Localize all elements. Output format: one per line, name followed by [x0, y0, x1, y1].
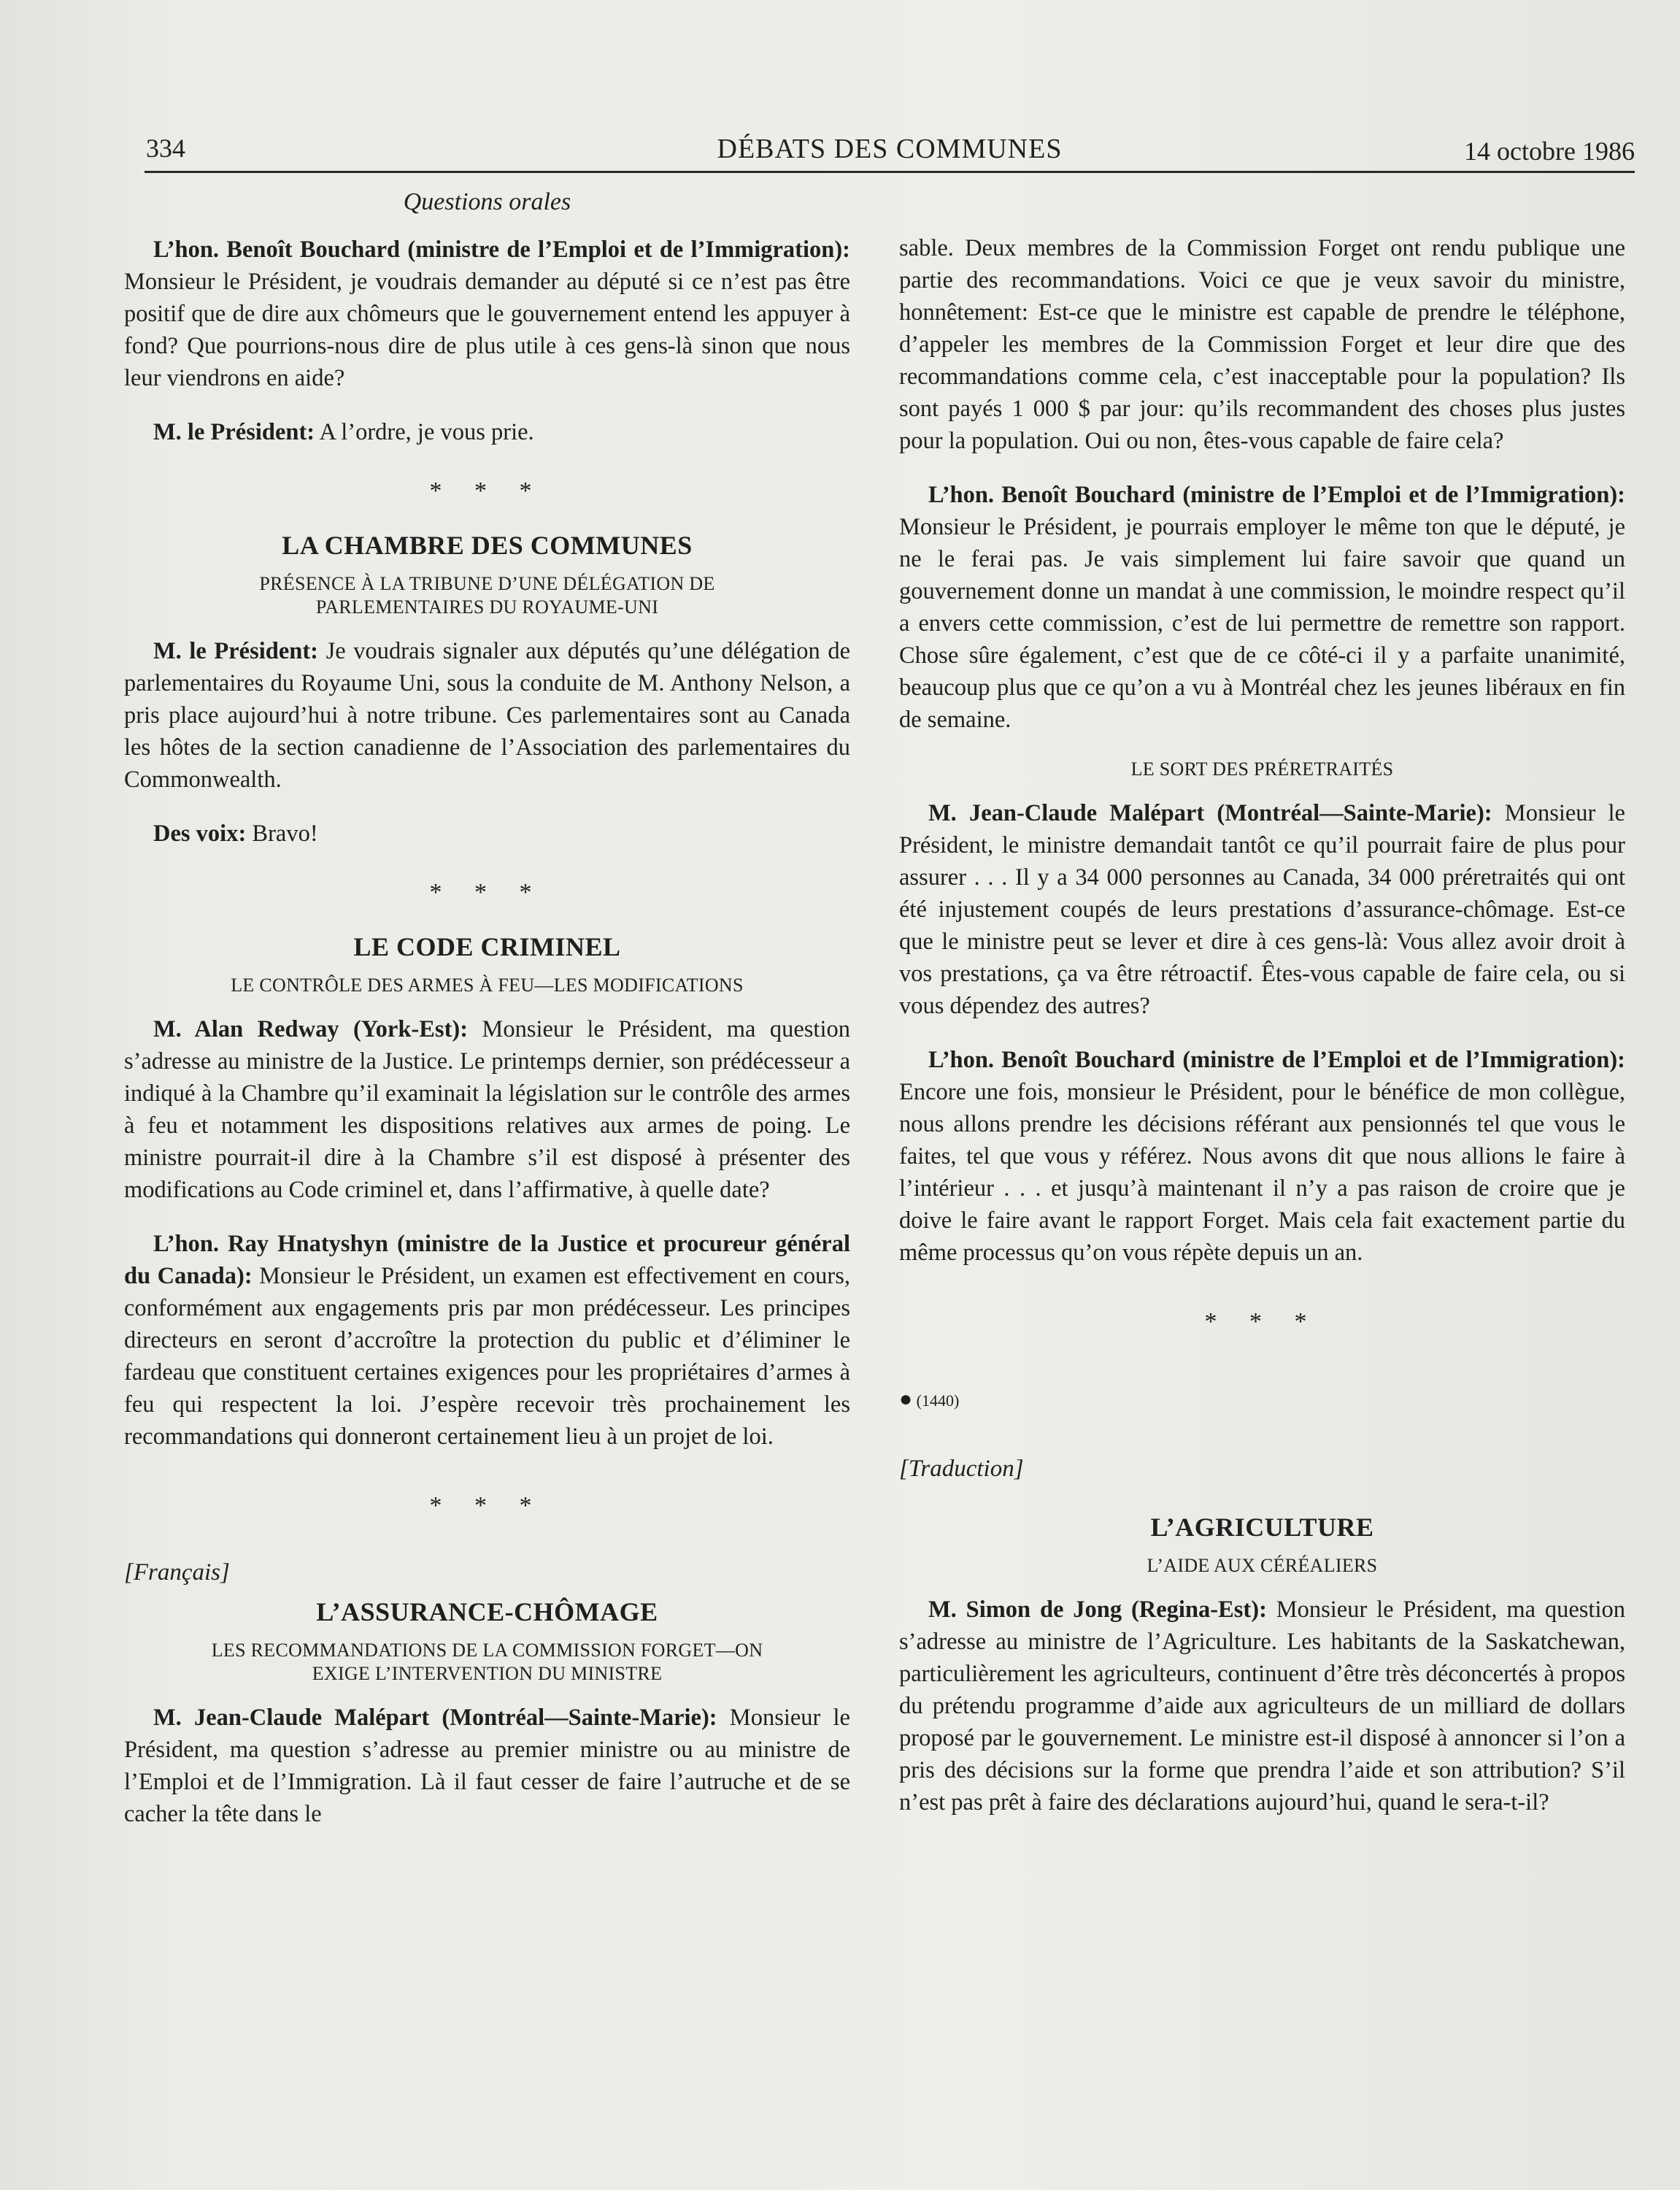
speech-text: Monsieur le Président, ma question s’adresse au ministre de la Justice. Le printemps dernier, son prédécesseur a indiqué à la Chambre qu’il examinait la législation sur le contrôle des armes à feu et notamment les dispositions relatives aux armes de poing. Le ministre pourrait-il dire à la Chambre s’il est disposé à présenter des modifications au Code criminel et, dans l’affirmative, à quelle date?: [124, 1016, 850, 1203]
section-subheading: L’AIDE AUX CÉRÉALIERS: [1147, 1555, 1378, 1576]
paragraph: [124, 1228, 850, 1453]
section-subheading: LE CONTRÔLE DES ARMES À FEU—LES MODIFICATIONS: [231, 975, 744, 996]
page-number: 334: [146, 134, 185, 163]
publication-date: 14 octobre 1986: [1464, 137, 1635, 166]
paragraph: [899, 797, 1625, 1022]
bullet-icon: ●: [899, 1387, 913, 1411]
paragraph: [899, 1594, 1625, 1818]
paragraph: [124, 234, 850, 394]
publication-title: DÉBATS DES COMMUNES: [717, 134, 1063, 164]
speech-text: Monsieur le Président, je pourrais employer le même ton que le député, je ne le ferai pas. Je vais simplement lui faire savoir que quand un gouvernement donne un mandat à une commission, le moindre respect qu’il a envers cette commission, c’est de lui permettre de remettre son rapport. Chose sûre également, c’est que de ce côté-ci il y a parfaite unanimité, beaucoup plus que ce qu’on a vu à Montréal chez les jeunes libéraux en fin de semaine.: [899, 514, 1625, 733]
speech-text: Encore une fois, monsieur le Président, pour le bénéfice de mon collègue, nous allons prendre les décisions référant aux pensionnés tel que vous le faites, tel que vous y référez. Nous avons dit que nous allions le faire à l’intérieur . . . et jusqu’à maintenant il n’y a pas raison de croire que je doive le faire avant le rapport Forget. Mais cela fait exactement partie du même processus qu’on vous répète depuis un an.: [899, 1079, 1625, 1266]
speaker-name: M. Simon de Jong (Regina-Est):: [928, 1597, 1267, 1623]
speech-text: Monsieur le Président, je voudrais demander au député si ce n’est pas être positif que de dire aux chômeurs que le gouvernement entend les appuyer à fond? Que pourrions-nous dire de plus utile à ces gens-là sinon que nous leur viendrons en aide?: [124, 269, 850, 391]
running-head: Questions orales: [403, 188, 571, 215]
section-heading: LA CHAMBRE DES COMMUNES: [282, 531, 693, 560]
section-separator: * * *: [429, 1492, 545, 1519]
section-heading: LE CODE CRIMINEL: [353, 932, 621, 961]
paragraph: [899, 479, 1625, 736]
section-subheading: PRÉSENCE À LA TRIBUNE D’UNE DÉLÉGATION DE PARLEMENTAIRES DU ROYAUME-UNI: [259, 573, 715, 618]
speech-text: A l’ordre, je vous prie.: [315, 419, 534, 445]
section-heading: L’ASSURANCE-CHÔMAGE: [316, 1597, 658, 1626]
paragraph: [124, 818, 850, 850]
speaker-name: M. Jean-Claude Malépart (Montréal—Sainte-Marie):: [153, 1705, 717, 1731]
paragraph: [124, 416, 850, 448]
language-tag: [Français]: [124, 1559, 230, 1586]
paragraph: [899, 232, 1625, 457]
speaker-name: L’hon. Benoît Bouchard (ministre de l’Emploi et de l’Immigration):: [928, 1047, 1625, 1073]
speaker-name: Des voix:: [153, 821, 247, 847]
speech-text: Monsieur le Président, le ministre demandait tantôt ce qu’il pourrait faire de plus pour assurer . . . Il y a 34 000 personnes au Canada, 34 000 préretraités qui ont été injustement coupés de leurs prestations d’assurance-chômage. Est-ce que le ministre peut se lever et dire à ces gens-là: Vous allez avoir droit à vos prestations, ça va être rétroactif. Êtes-vous capable de faire cela, ou si vous dépendez des autres?: [899, 800, 1625, 1019]
speech-text: Monsieur le Président, ma question s’adresse au premier ministre ou au ministre de l’Emploi et de l’Immigration. Là il faut cesser de faire l’autruche et de se cacher la tête dans le: [124, 1705, 850, 1827]
time-marker: [899, 1387, 1625, 1412]
right-column: [899, 232, 1625, 1840]
section-subheading: LE SORT DES PRÉRETRAITÉS: [1130, 758, 1394, 780]
speaker-name: L’hon. Benoît Bouchard (ministre de l’Emploi et de l’Immigration):: [928, 482, 1625, 508]
speaker-name: M. Jean-Claude Malépart (Montréal—Sainte-Marie):: [928, 800, 1492, 826]
time-marker-text: (1440): [916, 1391, 960, 1410]
section-separator: * * *: [429, 477, 545, 504]
section-separator: * * *: [429, 879, 545, 906]
paragraph: [124, 635, 850, 796]
section-subheading: LES RECOMMANDATIONS DE LA COMMISSION FORGET—ON EXIGE L’INTERVENTION DU MINISTRE: [211, 1640, 763, 1684]
speech-text: sable. Deux membres de la Commission Forget ont rendu publique une partie des recommandations. Voici ce que je veux savoir du ministre, honnêtement: Est-ce que le ministre est capable de prendre le téléphone, d’appeler les membres de la Commission Forget et leur dire que des recommandations comme cela, c’est inacceptable pour la population? Ils sont payés 1 000 $ par jour: qu’ils recommandent des choses plus justes pour la population. Oui ou non, êtes-vous capable de faire cela?: [899, 235, 1625, 454]
left-column: [124, 182, 850, 1852]
speech-text: Bravo!: [246, 821, 318, 847]
language-tag: [Traduction]: [899, 1456, 1024, 1482]
paragraph: [124, 1013, 850, 1206]
speaker-name: L’hon. Ray Hnatyshyn (ministre de la Justice et procureur général du Canada):: [124, 1231, 850, 1289]
section-separator: * * *: [1204, 1308, 1320, 1335]
speaker-name: L’hon. Benoît Bouchard (ministre de l’Emploi et de l’Immigration):: [153, 237, 850, 263]
language-tag-text: Traduction: [908, 1456, 1014, 1482]
speaker-name: M. le Président:: [153, 638, 319, 664]
page-header: [145, 130, 1635, 173]
paragraph: [124, 1702, 850, 1830]
speaker-name: M. Alan Redway (York-Est):: [153, 1016, 469, 1042]
speaker-name: M. le Président:: [153, 419, 315, 445]
speech-text: Je voudrais signaler aux députés qu’une délégation de parlementaires du Royaume Uni, sous la conduite de M. Anthony Nelson, a pris place aujourd’hui à notre tribune. Ces parlementaires sont au Canada les hôtes de la section canadienne de l’Association des parlementaires du Commonwealth.: [124, 638, 850, 793]
section-heading: L’AGRICULTURE: [1150, 1513, 1374, 1542]
speech-text: Monsieur le Président, ma question s’adresse au ministre de l’Agriculture. Les habitants de la Saskatchewan, particulièrement les agriculteurs, continuent d’être très déconcertés à propos du prétendu programme d’aide aux agriculteurs de un milliard de dollars proposé par le gouvernement. Le ministre est-il disposé à annoncer si l’on a pris des décisions sur la forme que prendra l’aide et son attribution? S’il n’est pas prêt à faire des déclarations aujourd’hui, quand le sera-t-il?: [899, 1597, 1625, 1816]
paragraph: [899, 1044, 1625, 1269]
speech-text: Monsieur le Président, un examen est effectivement en cours, conformément aux engagements pris par mon prédécesseur. Les principes directeurs en seront d’accroître la protection du public et d’éliminer le fardeau que constituent certaines exigences pour les propriétaires d’armes à feu qui respectent la loi. J’espère recevoir très prochainement les recommandations qui donneront certainement lieu à un projet de loi.: [124, 1263, 850, 1450]
